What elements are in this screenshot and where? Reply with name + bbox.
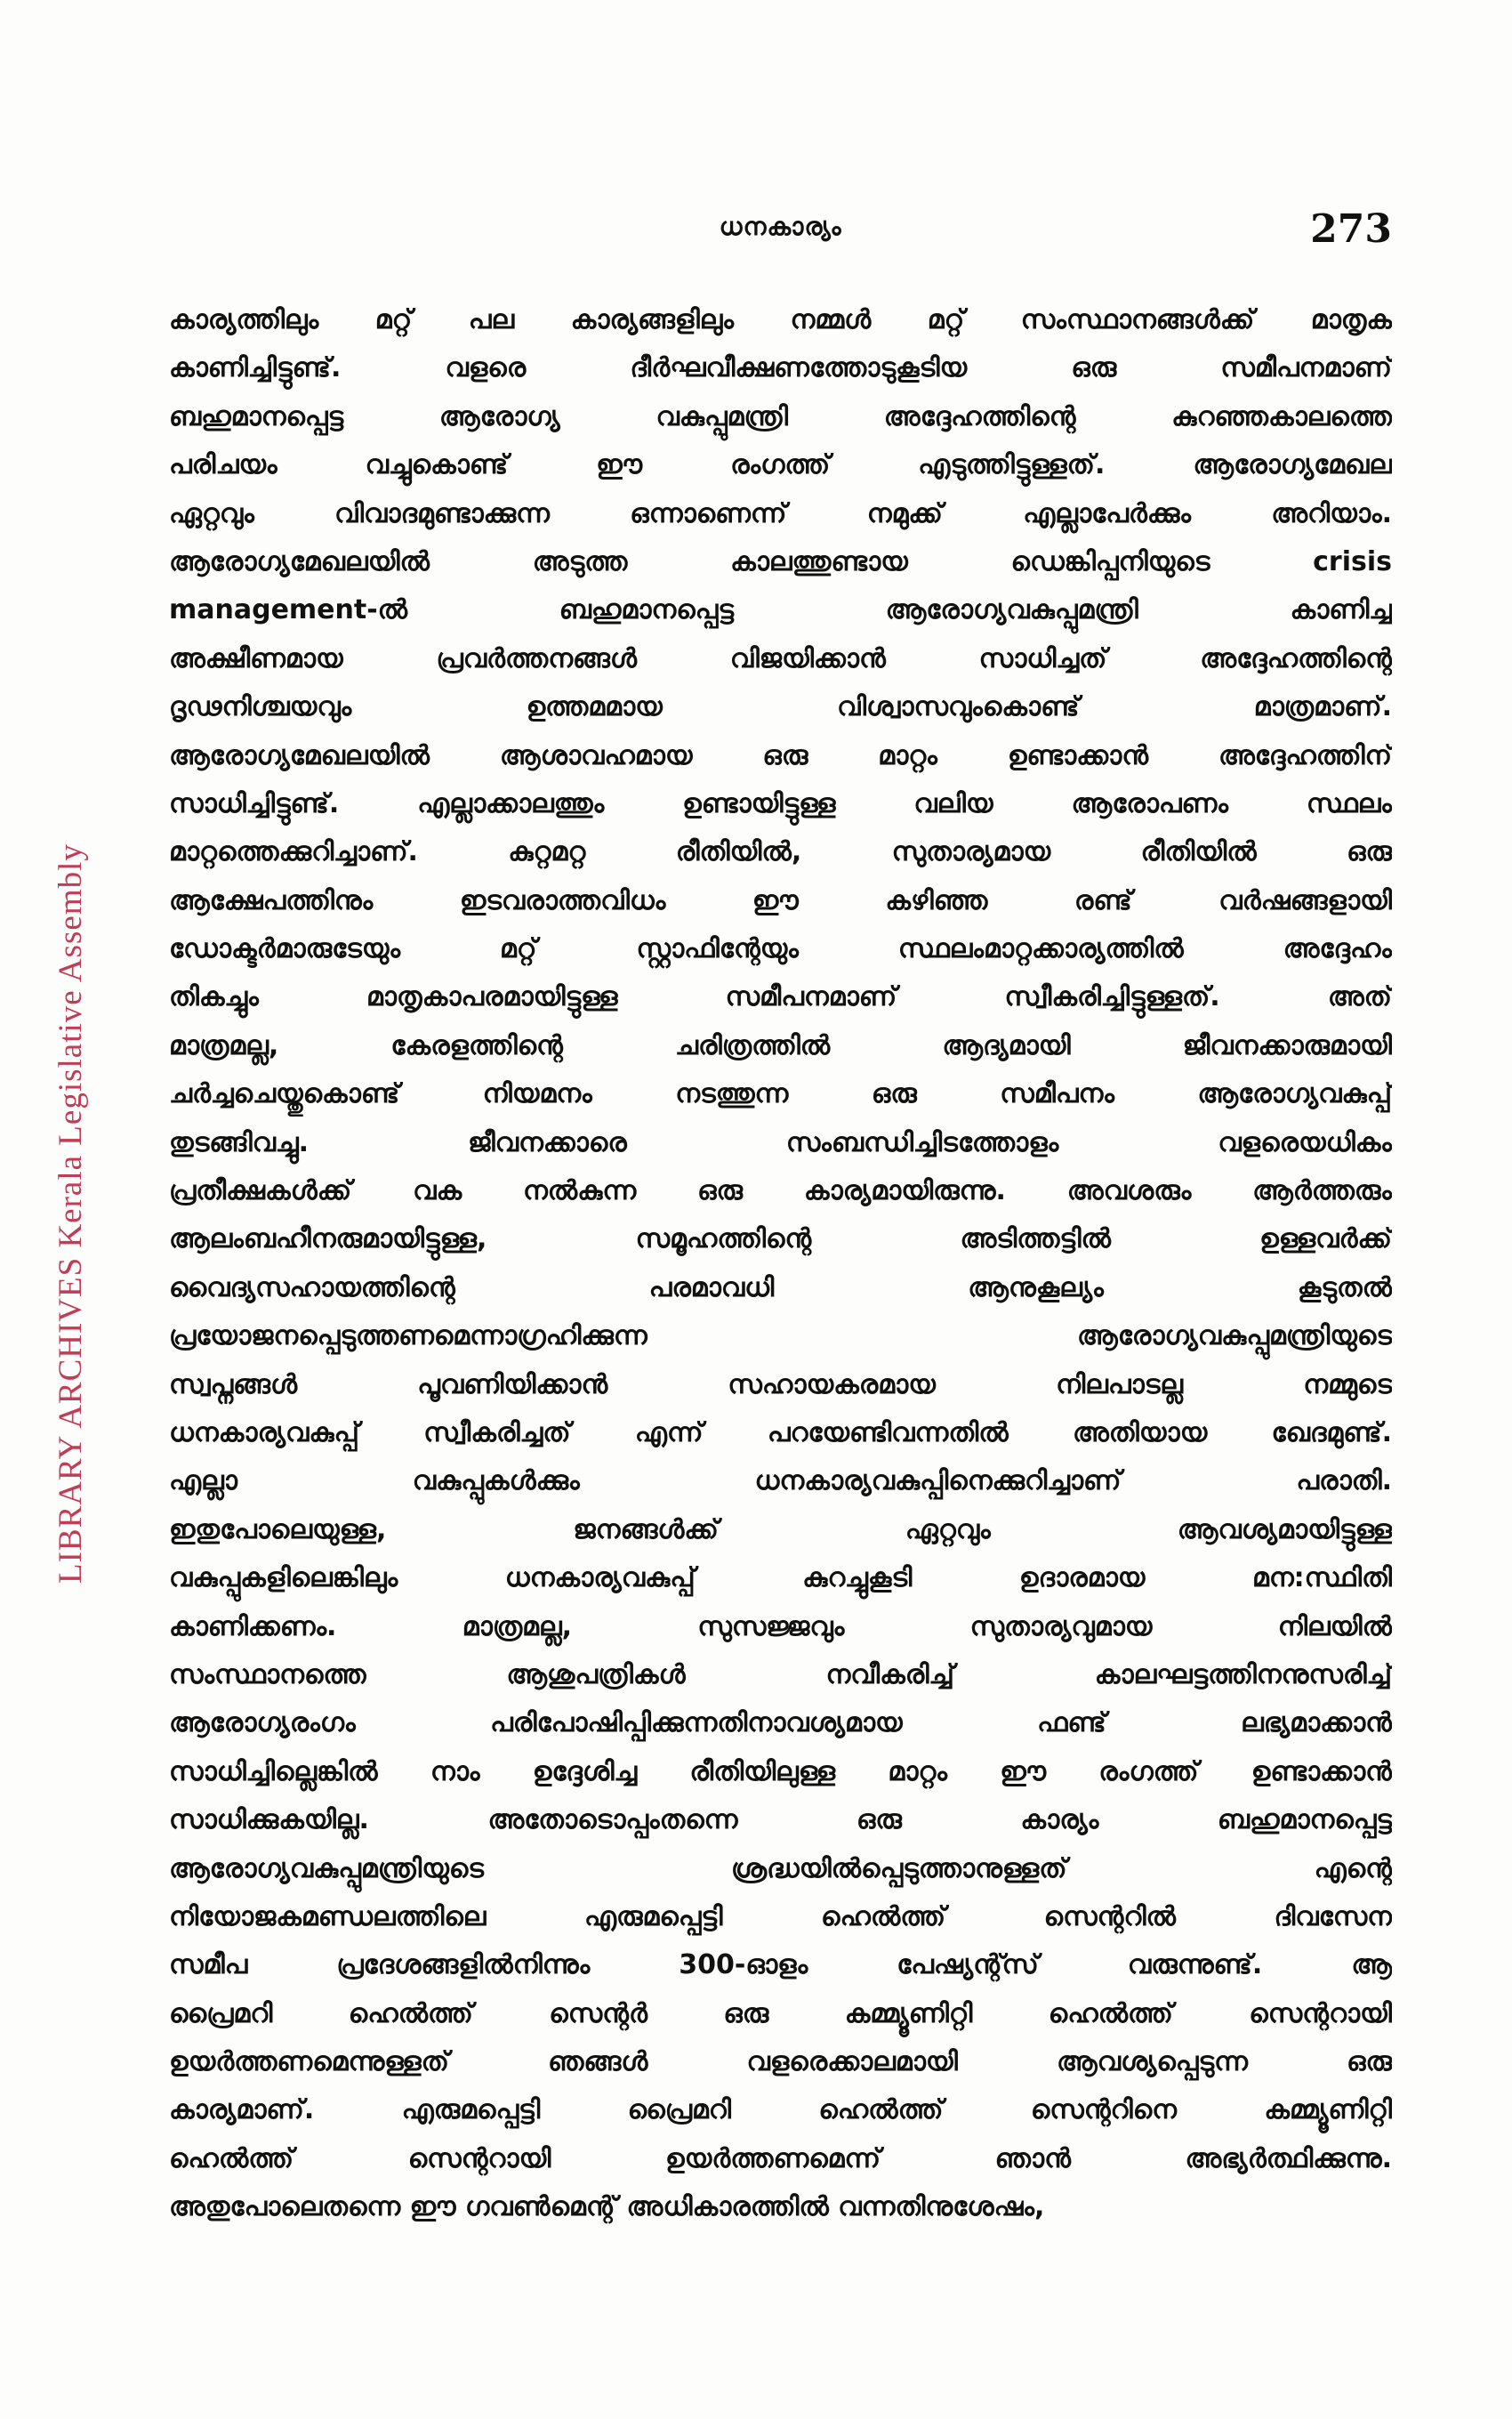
text-line: അക്ഷീണമായ പ്രവർത്തനങ്ങൾ വിജയിക്കാൻ സാധിച്ചത് അദ്ദേഹത്തിന്റെ — [169, 642, 1392, 674]
body-text — [169, 296, 1392, 2232]
text-line: കാണിച്ചിട്ടുണ്ട്. വളരെ ദീർഘവീക്ഷണത്തോടുകൂടിയ ഒരു സമീപനമാണ് — [169, 352, 1392, 384]
text-line: ധനകാര്യവകുപ്പ് സ്വീകരിച്ചത് എന്ന് പറയേണ്ടിവന്നതിൽ അതിയായ ഖേദമുണ്ട്. — [169, 1416, 1392, 1448]
text-line: സാധിക്കുകയില്ല. അതോടൊപ്പംതന്നെ ഒരു കാര്യം ബഹുമാനപ്പെട്ട — [169, 1804, 1392, 1836]
text-line: വൈദ്യസഹായത്തിന്റെ പരമാവധി ആനുകൂല്യം കൂടുതൽ — [169, 1271, 1392, 1303]
text-line: ദൃഢനിശ്ചയവും ഉത്തമമായ വിശ്വാസവുംകൊണ്ട് മാത്രമാണ്. — [169, 691, 1392, 723]
text-line: പ്രതീക്ഷകൾക്ക് വക നൽകുന്ന ഒരു കാര്യമായിരുന്നു. അവശരും ആർത്തരും — [169, 1175, 1392, 1207]
text-line: സ്വപ്നങ്ങൾ പൂവണിയിക്കാൻ സഹായകരമായ നിലപാടല്ല നമ്മുടെ — [169, 1368, 1392, 1400]
running-title: ധനകാര്യം — [719, 212, 842, 241]
text-line: management-ൽ ബഹുമാനപ്പെട്ട ആരോഗ്യവകുപ്പുമന്ത്രി കാണിച്ച — [169, 594, 1392, 626]
text-line: ചർച്ചചെയ്തുകൊണ്ട് നിയമനം നടത്തുന്ന ഒരു സമീപനം ആരോഗ്യവകുപ്പ് — [169, 1078, 1392, 1110]
text-line: സാധിച്ചിട്ടുണ്ട്. എല്ലാക്കാലത്തും ഉണ്ടായിട്ടുള്ള വലിയ ആരോപണം സ്ഥലം — [169, 787, 1392, 819]
text-line: സാധിച്ചില്ലെങ്കിൽ നാം ഉദ്ദേശിച്ച രീതിയിലുള്ള മാറ്റം ഈ രംഗത്ത് ഉണ്ടാക്കാൻ — [169, 1755, 1392, 1787]
text-line: തുടങ്ങിവച്ചു. ജീവനക്കാരെ സംബന്ധിച്ചിടത്തോളം വളരെയധികം — [169, 1126, 1392, 1158]
text-line: ആലംബഹീനരുമായിട്ടുള്ള, സമൂഹത്തിന്റെ അടിത്തട്ടിൽ ഉള്ളവർക്ക് — [169, 1223, 1392, 1255]
text-line: തികച്ചും മാതൃകാപരമായിട്ടുള്ള സമീപനമാണ് സ്വീകരിച്ചിട്ടുള്ളത്. അത് — [169, 981, 1392, 1013]
text-line: മാറ്റത്തെക്കുറിച്ചാണ്. കുറ്റമറ്റ രീതിയിൽ, സുതാര്യമായ രീതിയിൽ ഒരു — [169, 836, 1392, 868]
text-line: ആരോഗ്യമേഖലയിൽ അടുത്ത കാലത്തുണ്ടായ ഡെങ്കിപ്പനിയുടെ crisis — [169, 545, 1392, 577]
text-line: പരിചയം വച്ചുകൊണ്ട് ഈ രംഗത്ത് എടുത്തിട്ടുള്ളത്. ആരോഗ്യമേഖല — [169, 449, 1392, 481]
text-line: ബഹുമാനപ്പെട്ട ആരോഗ്യ വകുപ്പുമന്ത്രി അദ്ദേഹത്തിന്റെ കുറഞ്ഞകാലത്തെ — [169, 400, 1392, 432]
text-line: ഇതുപോലെയുള്ള, ജനങ്ങൾക്ക് ഏറ്റവും ആവശ്യമായിട്ടുള്ള — [169, 1513, 1392, 1545]
text-line: കാര്യമാണ്. എരുമപ്പെട്ടി പ്രൈമറി ഹെൽത്ത് സെന്ററിനെ കമ്മ്യൂണിറ്റി — [169, 2094, 1392, 2126]
text-line: ആക്ഷേപത്തിനും ഇടവരാത്തവിധം ഈ കഴിഞ്ഞ രണ്ട് വർഷങ്ങളായി — [169, 884, 1392, 916]
text-line: ഹെൽത്ത് സെന്ററായി ഉയർത്തണമെന്ന് ഞാൻ അഭ്യർത്ഥിക്കുന്നു. — [169, 2142, 1392, 2174]
text-line: കാര്യത്തിലും മറ്റ് പല കാര്യങ്ങളിലും നമ്മൾ മറ്റ് സംസ്ഥാനങ്ങൾക്ക് മാതൃക — [169, 304, 1392, 335]
text-line: മാത്രമല്ല, കേരളത്തിന്റെ ചരിത്രത്തിൽ ആദ്യമായി ജീവനക്കാരുമായി — [169, 1029, 1392, 1061]
text-line: എല്ലാ വകുപ്പുകൾക്കും ധനകാര്യവകുപ്പിനെക്കുറിച്ചാണ് പരാതി. — [169, 1465, 1392, 1497]
text-line: അതുപോലെതന്നെ ഈ ഗവൺമെന്റ് അധികാരത്തിൽ വന്നതിനുശേഷം, — [169, 2191, 1045, 2223]
text-line: ഉയർത്തണമെന്നുള്ളത് ഞങ്ങൾ വളരെക്കാലമായി ആവശ്യപ്പെടുന്ന ഒരു — [169, 2046, 1392, 2078]
page-header — [169, 206, 1392, 260]
text-line: വകുപ്പുകളിലെങ്കിലും ധനകാര്യവകുപ്പ് കുറച്ചുകൂടി ഉദാരമായ മന:സ്ഥിതി — [169, 1562, 1392, 1594]
text-line: ആരോഗ്യരംഗം പരിപോഷിപ്പിക്കുന്നതിനാവശ്യമായ ഫണ്ട് ലഭ്യമാക്കാൻ — [169, 1707, 1392, 1739]
archive-watermark: LIBRARY ARCHIVES Kerala Legislative Assembly — [52, 843, 89, 1584]
text-line: ആരോഗ്യമേഖലയിൽ ആശാവഹമായ ഒരു മാറ്റം ഉണ്ടാക്കാൻ അദ്ദേഹത്തിന് — [169, 739, 1392, 771]
page-number: 273 — [1310, 206, 1392, 252]
text-line: സമീപ പ്രദേശങ്ങളിൽനിന്നും 300-ഓളം പേഷ്യന്റ്സ് വരുന്നുണ്ട്. ആ — [169, 1949, 1392, 1981]
text-line: സംസ്ഥാനത്തെ ആശുപത്രികൾ നവീകരിച്ച് കാലഘട്ടത്തിനനുസരിച്ച് — [169, 1658, 1392, 1690]
text-line: പ്രൈമറി ഹെൽത്ത് സെന്റർ ഒരു കമ്മ്യൂണിറ്റി ഹെൽത്ത് സെന്ററായി — [169, 1997, 1392, 2029]
text-line: പ്രയോജനപ്പെടുത്തണമെന്നാഗ്രഹിക്കുന്ന ആരോഗ്യവകുപ്പുമന്ത്രിയുടെ — [169, 1320, 1392, 1352]
text-line: നിയോജകമണ്ഡലത്തിലെ എരുമപ്പെട്ടി ഹെൽത്ത് സെന്ററിൽ ദിവസേന — [169, 1900, 1392, 1932]
text-line: ഏറ്റവും വിവാദമുണ്ടാക്കുന്ന ഒന്നാണെന്ന് നമുക്ക് എല്ലാപേർക്കും അറിയാം. — [169, 497, 1392, 529]
text-line: കാണിക്കണം. മാത്രമല്ല, സുസജ്ജവും സുതാര്യവുമായ നിലയിൽ — [169, 1610, 1392, 1642]
text-line: ഡോക്ടർമാരുടേയും മറ്റ് സ്റ്റാഫിന്റേയും സ്ഥലംമാറ്റക്കാര്യത്തിൽ അദ്ദേഹം — [169, 933, 1392, 965]
text-line: ആരോഗ്യവകുപ്പുമന്ത്രിയുടെ ശ്രദ്ധയിൽപ്പെടുത്താനുള്ളത് എന്റെ — [169, 1852, 1392, 1884]
